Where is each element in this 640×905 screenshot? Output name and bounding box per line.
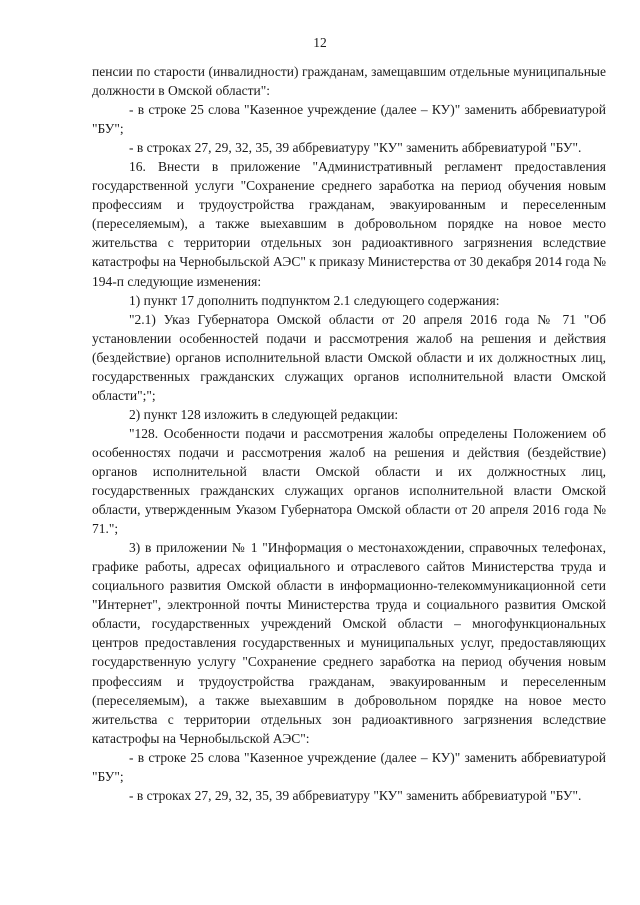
paragraph-1: пенсии по старости (инвалидности) гражданам, замещавшим отдельные муниципальные должности в Омской области":	[92, 64, 606, 99]
paragraph-6: "2.1) Указ Губернатора Омской области от 20 апреля 2016 года № 71 "Об установлении особенностей подачи и рассмотрения жалоб на решения и действия (бездействие) органов исполнительной власти Омской области и их должностных лиц, государственных гражданских служащих органов исполнительной власти Омской области";";	[92, 311, 606, 403]
paragraph-5: 1) пункт 17 дополнить подпунктом 2.1 следующего содержания:	[129, 292, 500, 308]
paragraph-7: 2) пункт 128 изложить в следующей редакции:	[129, 406, 399, 422]
paragraph-10: - в строке 25 слова "Казенное учреждение (далее – КУ)" заменить аббревиатурой "БУ";	[92, 749, 606, 784]
paragraph-4: 16. Внести в приложение "Административный регламент предоставления государственной услуги "Сохранение среднего заработка на период обучения новым профессиям и трудоустройства гражданам, эвакуированным и переселенным (переселяемым), а также выехавшим в добровольном порядке на новое место жительства с территории отдельных зон радиоактивного загрязнения вследствие катастрофы на Чернобыльской АЭС" к приказу Министерства от 30 декабря 2014 года № 194-п следующие изменения:	[92, 159, 606, 289]
document-body	[92, 62, 606, 805]
paragraph-8: "128. Особенности подачи и рассмотрения жалобы определены Положением об особенностях подачи и рассмотрения жалоб на решения и действия (бездействие) органов исполнительной власти Омской области и их должностных лиц, государственных гражданских служащих органов исполнительной власти Омской области, утвержденным Указом Губернатора Омской области от 20 апреля 2016 года № 71.";	[92, 425, 606, 537]
paragraph-11: - в строках 27, 29, 32, 35, 39 аббревиатуру "КУ" заменить аббревиатурой "БУ".	[129, 787, 582, 803]
paragraph-2: - в строке 25 слова "Казенное учреждение (далее – КУ)" заменить аббревиатурой "БУ";	[92, 102, 606, 137]
paragraph-3: - в строках 27, 29, 32, 35, 39 аббревиатуру "КУ" заменить аббревиатурой "БУ".	[129, 140, 582, 156]
page-number: 12	[313, 35, 327, 50]
paragraph-9: 3) в приложении № 1 "Информация о местонахождении, справочных телефонах, графике работы, адресах официального и отраслевого сайтов Министерства труда и социального развития Омской области в информационно-телекоммуникационной сети "Интернет", электронной почты Министерства труда и социального развития Омской области, государственных учреждений Омской области – многофункциональных центров предоставления государственных и муниципальных услуг, предоставляющих государственную услугу "Сохранение среднего заработка на период обучения новым профессиям и трудоустройства гражданам, эвакуированным и переселенным (переселяемым), а также выехавшим в добровольном порядке на новое место жительства с территории отдельных зон радиоактивного загрязнения вследствие катастрофы на Чернобыльской АЭС":	[92, 540, 606, 746]
